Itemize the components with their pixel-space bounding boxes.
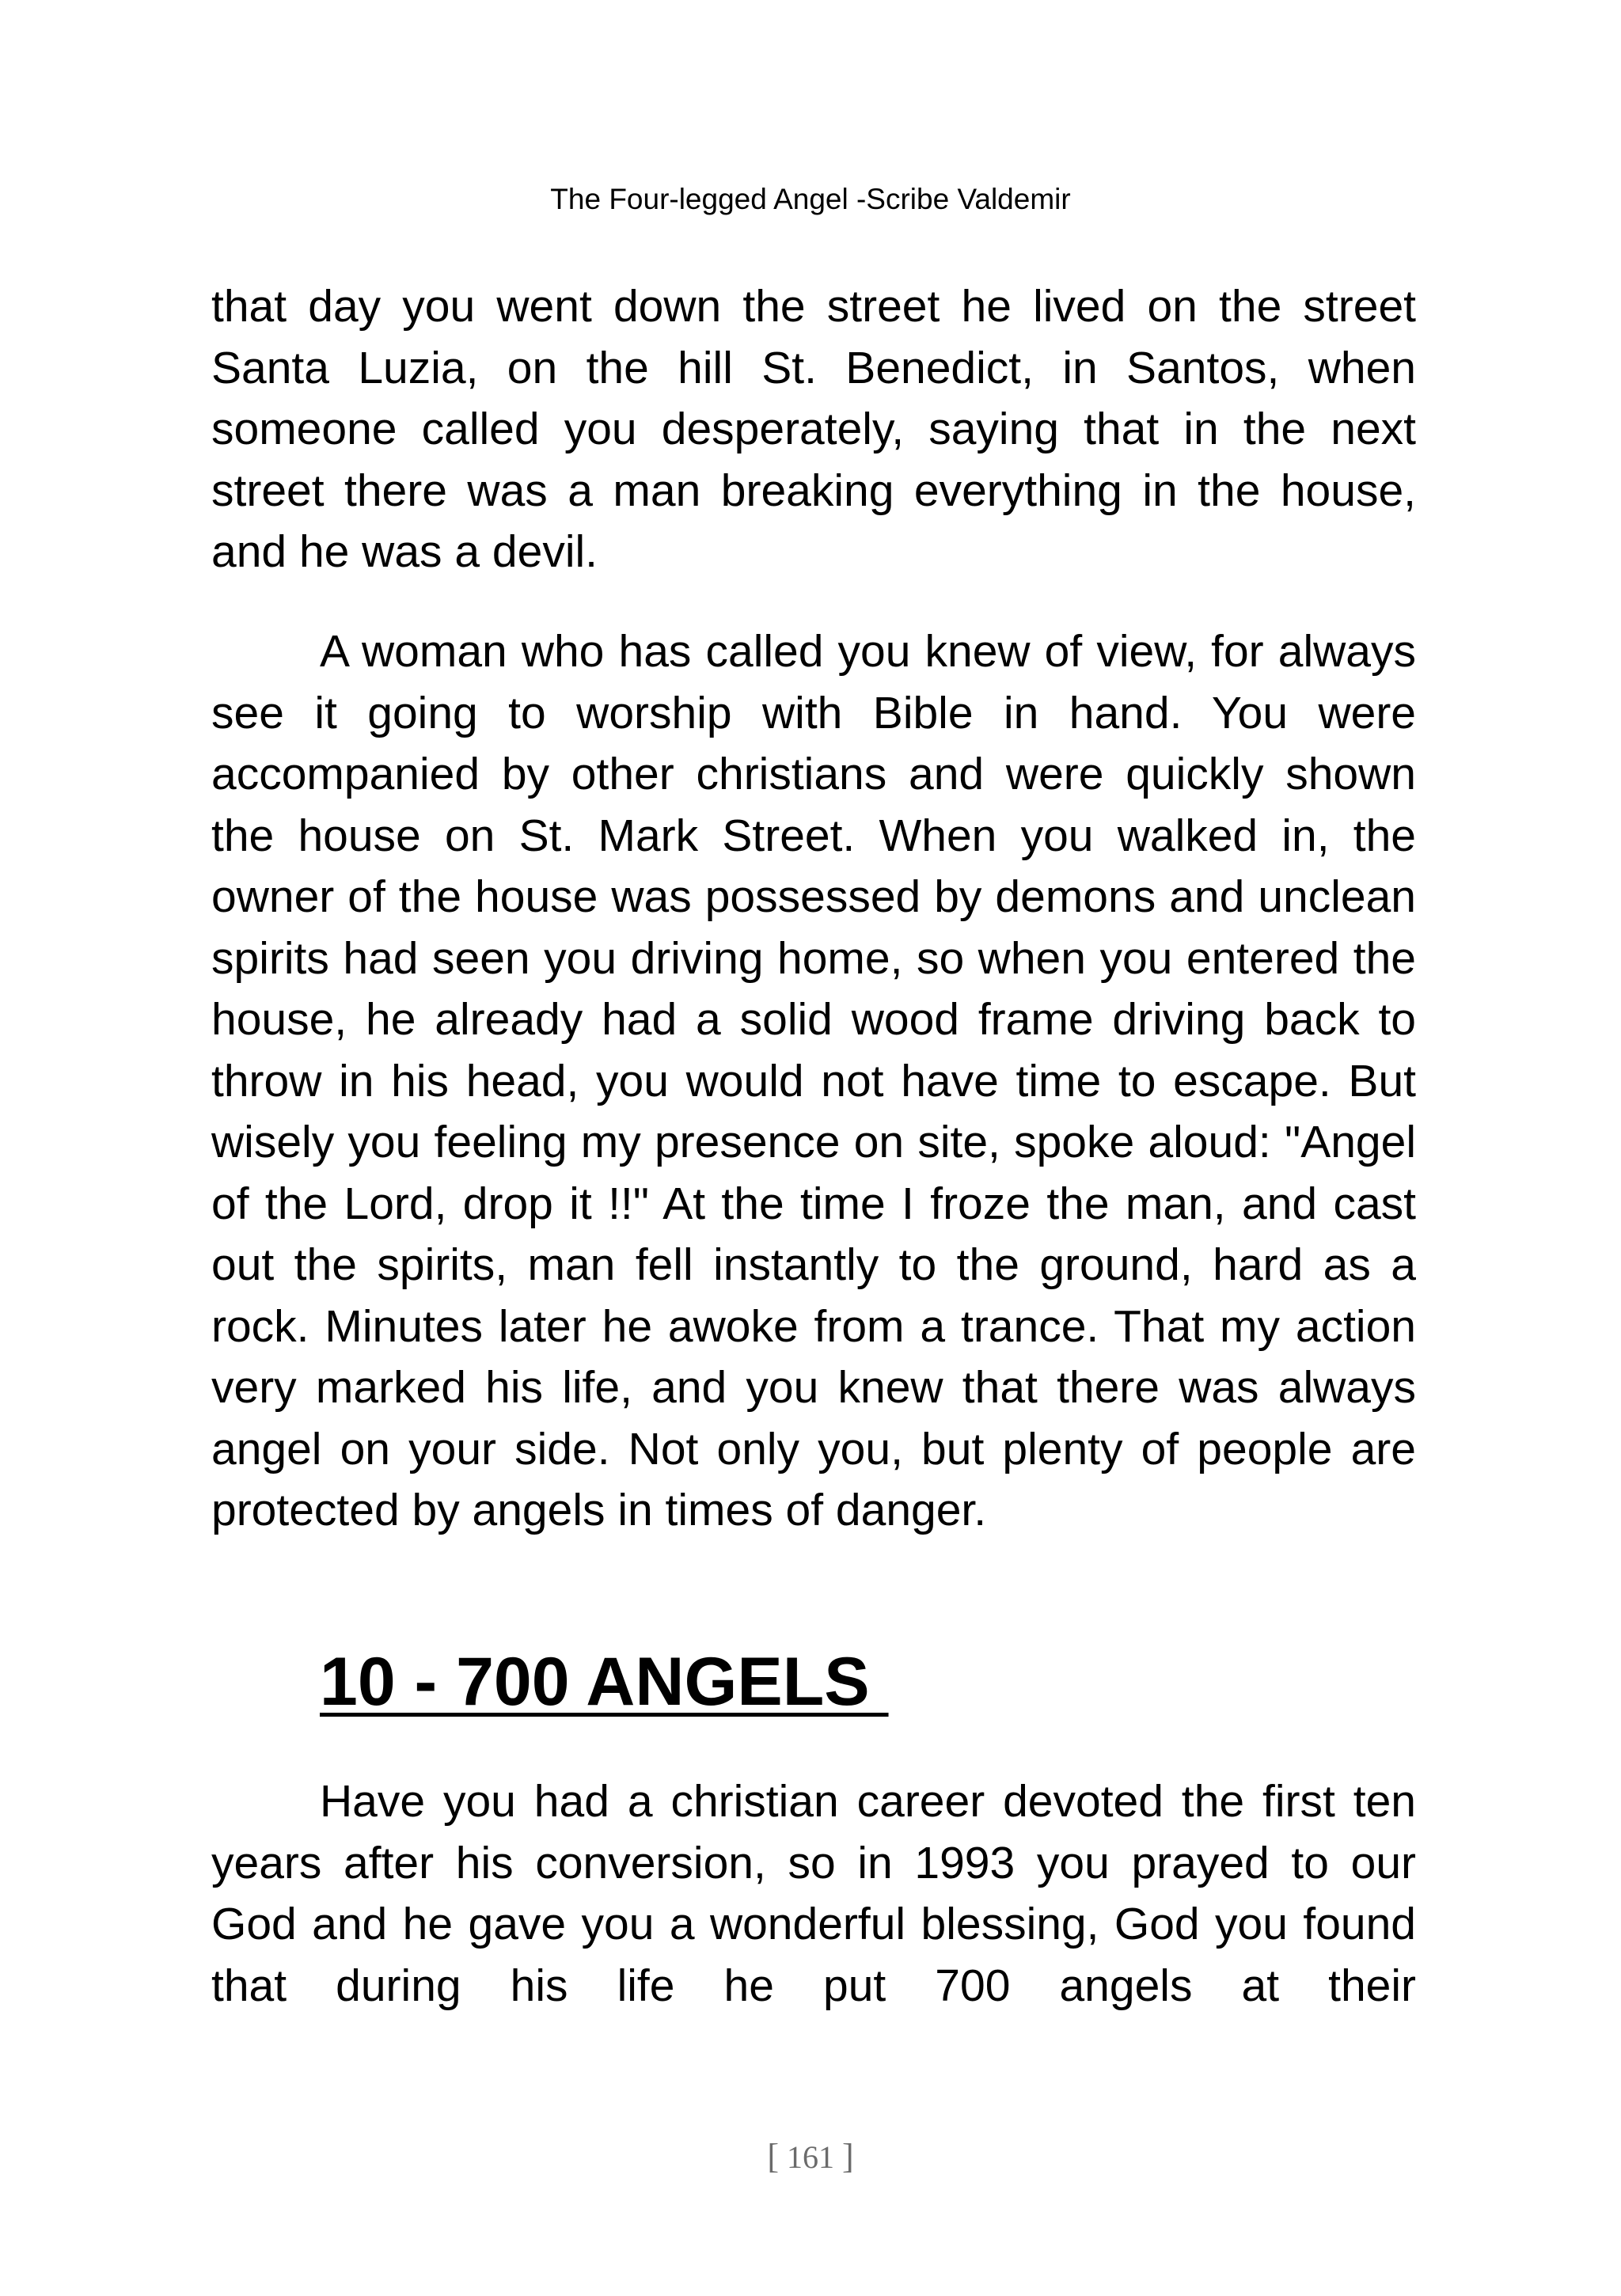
paragraph-1	[211, 276, 1416, 583]
chapter-heading: 10 - 700 ANGELS	[320, 1644, 889, 1720]
paragraph-2	[211, 621, 1416, 1542]
running-header: The Four-legged Angel -Scribe Valdemir	[550, 183, 1071, 215]
page-number-open-bracket: [	[767, 2137, 779, 2176]
paragraph-text: A woman who has called you knew of view, for always see it going to worship with Bible in hand. You were accompanied by other christians and were quickly shown the house on St. Mark Street. When you walked in, the owner of the house was possessed by demons and unclean spirits had seen you driving home, so when you entered the house, he already had a solid wood frame driving back to throw in his head, you would not have time to escape. But wisely you feeling my presence on site, spoke aloud: "Angel of the Lord, drop it !!" At the time I froze the man, and cast out the spirits, man fell instantly to the ground, hard as a rock. Minutes later he awoke from a trance. That my action very marked his life, and you knew that there was always angel on your side. Not only you, but plenty of people are protected by angels in times of danger.	[211, 626, 1416, 1535]
paragraph-3	[211, 1771, 1416, 2017]
page-number	[0, 2137, 1621, 2177]
paragraph-text: that day you went down the street he lived on the street Santa Luzia, on the hill St. Benedict, in Santos, when someone called you desperately, saying that in the next street there was a man breaking everything in the house, and he was a devil.	[211, 281, 1416, 577]
paragraph-text: Have you had a christian career devoted the first ten years after his conversion, so in 1993 you prayed to our God and he gave you a wonderful blessing, God you found that during his life he put 700 angels at their	[211, 1776, 1416, 2011]
page-number-value: 161	[787, 2139, 834, 2175]
page-number-close-bracket: ]	[842, 2137, 854, 2176]
